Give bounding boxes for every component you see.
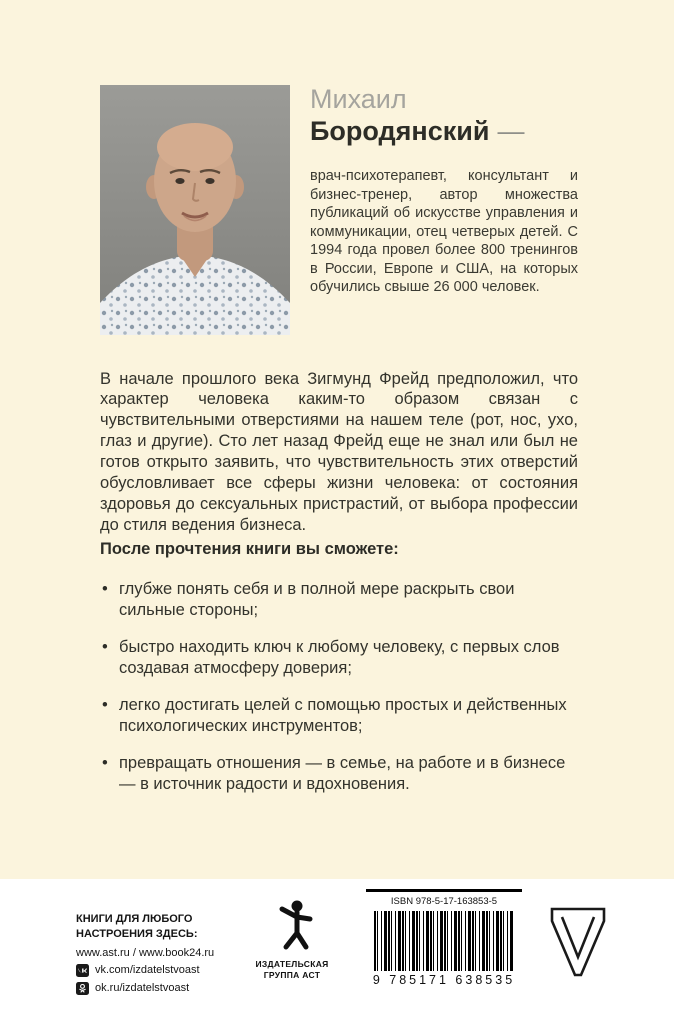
barcode [374, 911, 514, 971]
intro-paragraph: В начале прошлого века Зигмунд Фрейд предположил, что характер человека каким-то образом связан с чувствительными отверстиями на нашем теле (рот, нос, ухо, глаз и другие). Сто лет назад Фрейд еще не знал или был не готов открыто заявить, что чувствительность этих отверстий обусловливает все сферы жизни человека: от состояния здоровья до сексуальных пристрастий, от выбора профессии до стиля ведения бизнеса. [100, 369, 578, 535]
benefit-item: • легко достигать целей с помощью простых и действенных психологических инструментов; [100, 695, 578, 738]
vk-link: vk.com/izdatelstvoast [95, 964, 200, 977]
author-dash: — [497, 115, 525, 146]
author-last-name: Бородянский — [310, 115, 525, 146]
v-logo-icon [548, 905, 608, 979]
ok-icon [76, 982, 89, 995]
author-bio: врач-психотерапевт, консультант и бизнес-тренер, автор множества публикаций об искусстве управления и коммуникации, отец четверых детей. С 1994 года провел более 800 тренингов в России, Европе и США, на которых обучились свыше 26 000 человек. [310, 168, 578, 296]
benefit-item: • превращать отношения — в семье, на работе и в бизнесе — в источник радости и вдохновения. [100, 753, 578, 796]
author-photo [100, 85, 290, 335]
promo-sites: www.ast.ru / www.book24.ru [76, 946, 215, 959]
benefit-item: • быстро находить ключ к любому человеку, с первых слов создавая атмосферу доверия; [100, 637, 578, 680]
promo-heading: КНИГИ ДЛЯ ЛЮБОГО НАСТРОЕНИЯ ЗДЕСЬ: [76, 913, 198, 940]
benefit-item: • глубже понять себя и в полной мере раскрыть свои сильные стороны; [100, 579, 578, 622]
ok-row [76, 982, 228, 995]
isbn-label: ISBN 978-5-17-163853-5 [390, 896, 498, 907]
ast-logo-icon [270, 899, 314, 951]
publisher-label: ИЗДАТЕЛЬСКАЯ ГРУППА АСТ [255, 959, 329, 981]
benefits-section [100, 540, 578, 811]
ok-link: ok.ru/izdatelstvoast [95, 982, 190, 995]
author-first-name: Михаил [310, 84, 407, 114]
author-section [100, 85, 578, 335]
vk-row [76, 964, 228, 977]
benefits-list [100, 579, 578, 796]
barcode-block [366, 889, 522, 987]
footer [0, 879, 674, 1029]
promo-block [76, 912, 228, 995]
author-info [310, 85, 578, 335]
publisher-block [248, 899, 336, 981]
vk-icon [76, 964, 89, 977]
barcode-digits: 9 785171 638535 [372, 973, 516, 987]
benefits-heading: После прочтения книги вы сможете: [100, 540, 399, 558]
